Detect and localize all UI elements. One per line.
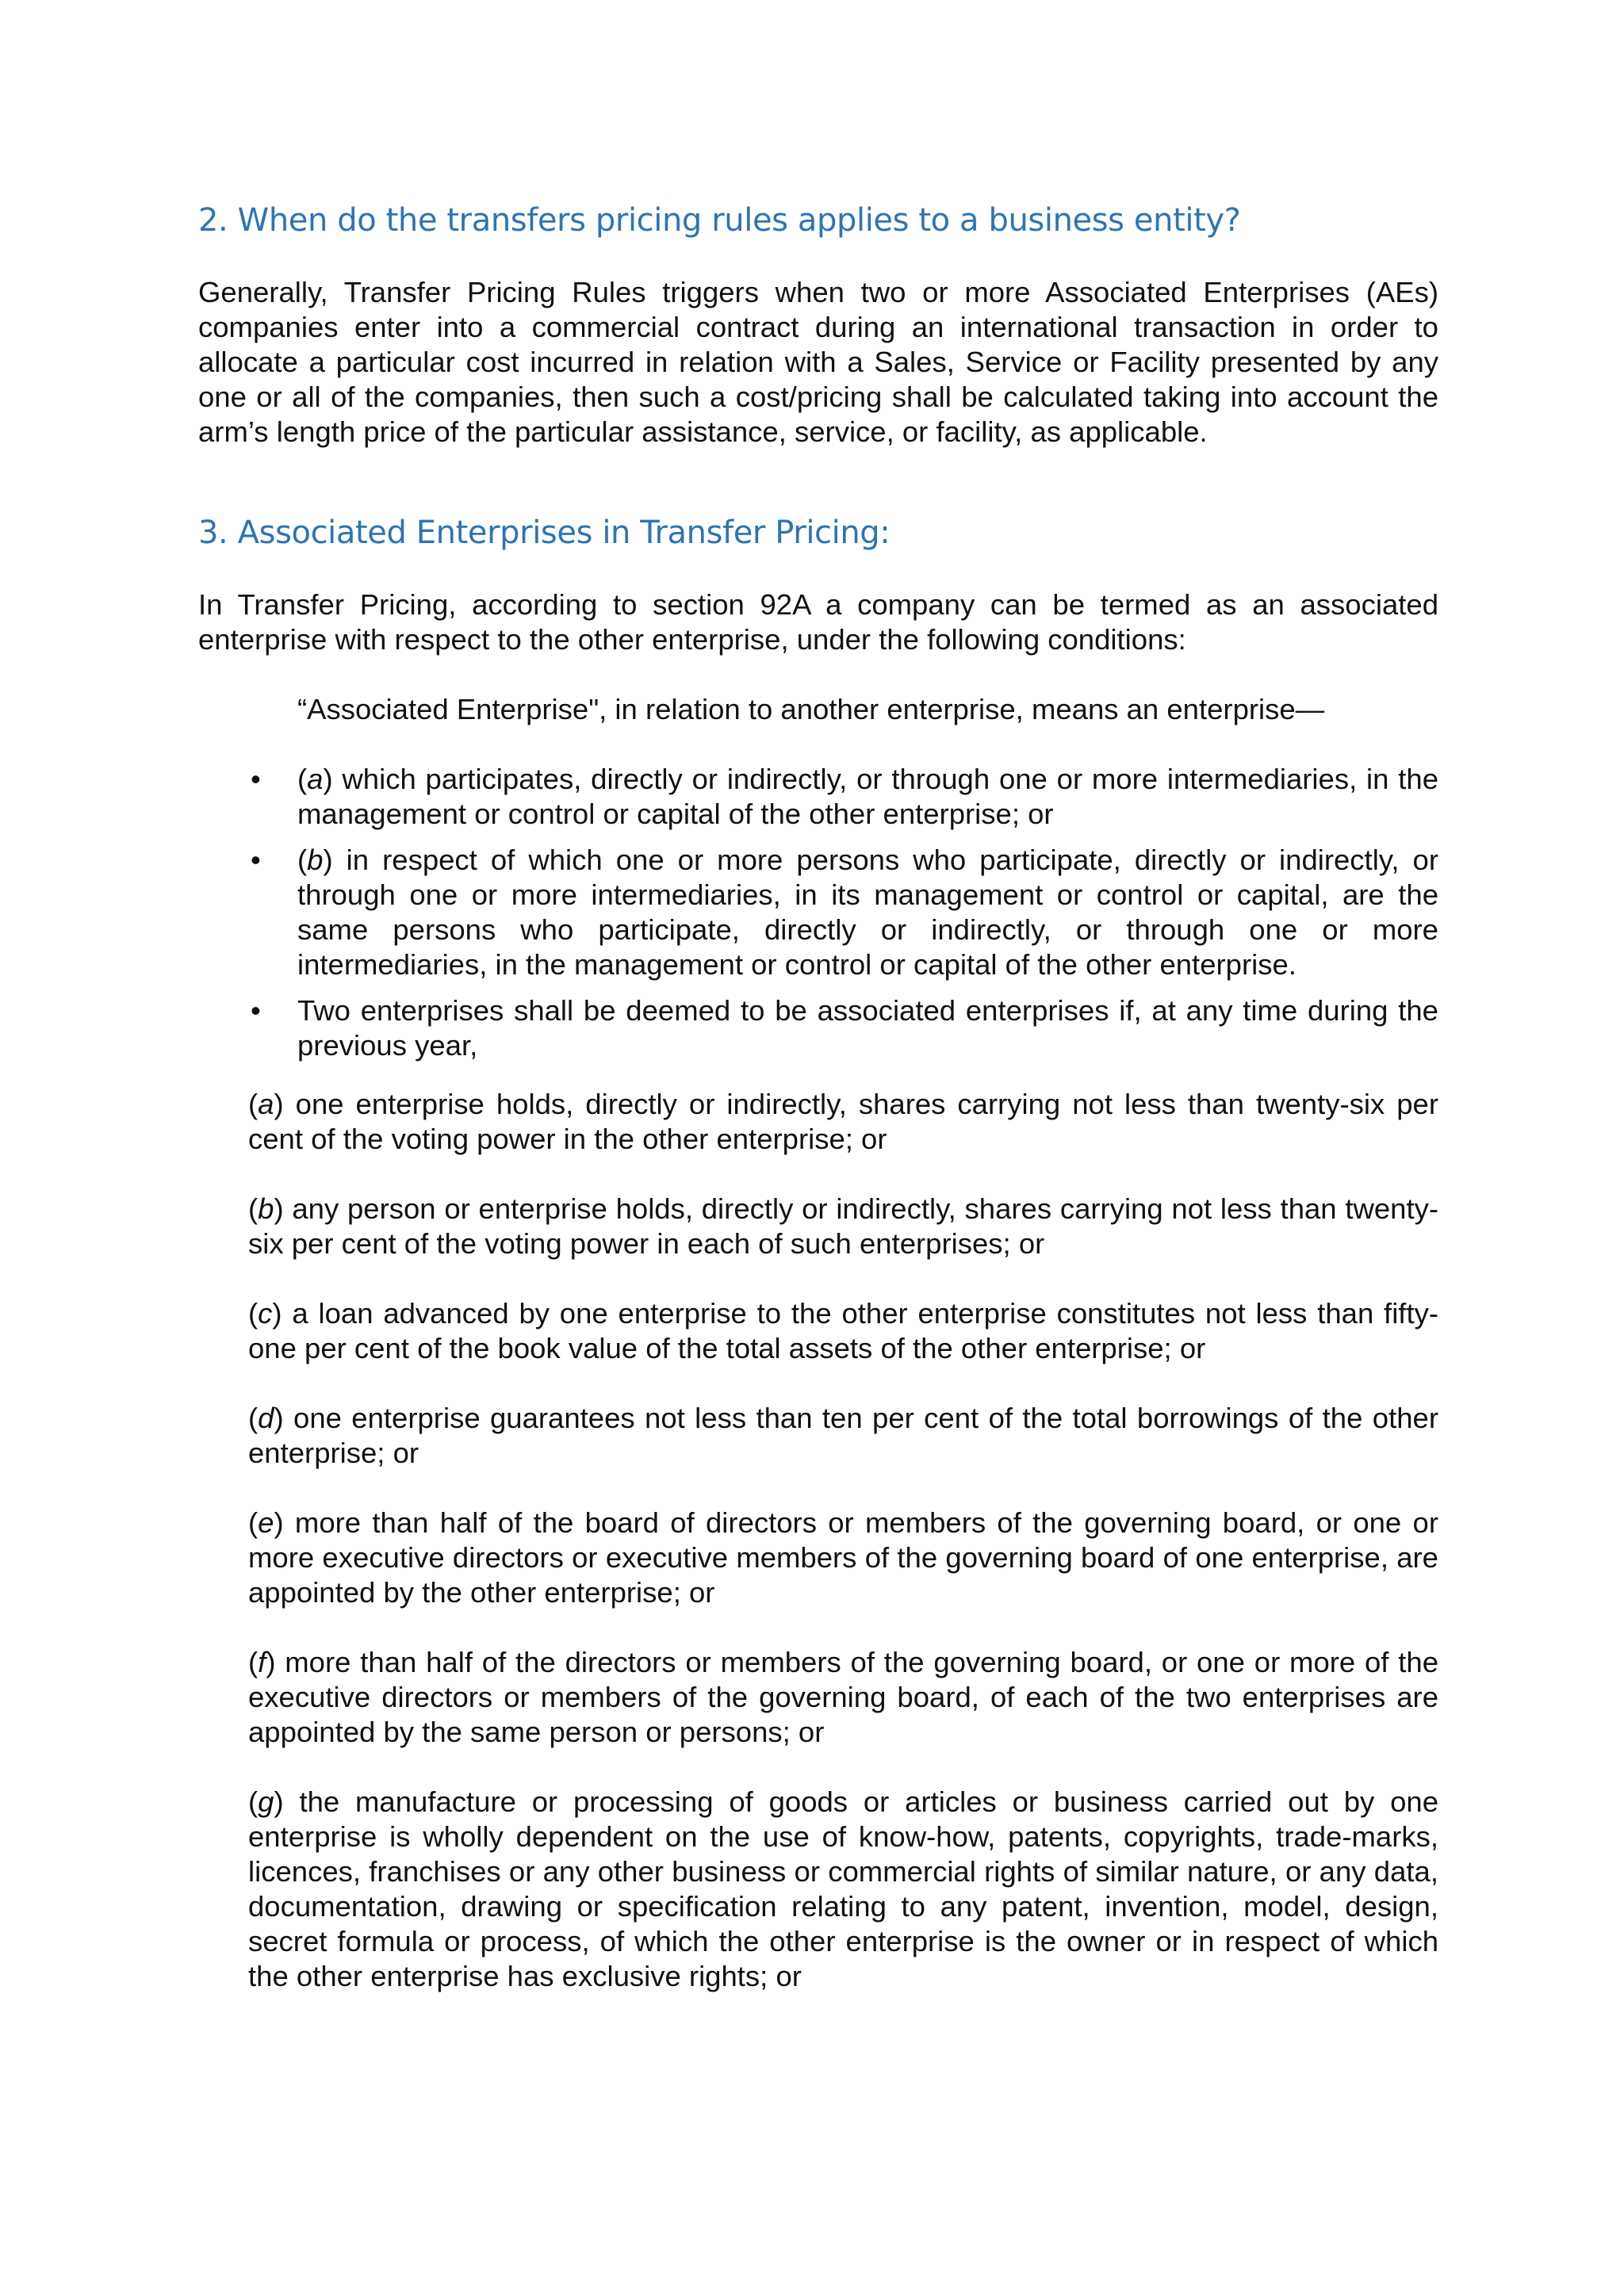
definition-quote: “Associated Enterprise", in relation to another enterprise, means an enterprise— xyxy=(297,693,1325,725)
condition-text: one enterprise guarantees not less than ten per cent of the total borrowings of the other enterprise; or xyxy=(248,1402,1438,1469)
condition-text: a loan advanced by one enterprise to the other enterprise constitutes not less than fifty-one per cent of the book value of the total assets of the other enterprise; or xyxy=(248,1297,1438,1364)
condition-item xyxy=(198,1192,1438,1261)
page-content xyxy=(198,198,1438,1994)
condition-text: more than half of the board of directors or members of the governing board, or one or more executive directors or executive members of the governing board of one enterprise, are appointed by the other enterprise; or xyxy=(248,1506,1438,1609)
condition-text: more than half of the directors or members of the governing board, or one or more of the executive directors or members of the governing board, of each of the two enterprises are appointed by the same person or persons; or xyxy=(248,1646,1438,1748)
condition-open-paren: ( xyxy=(248,1297,259,1330)
bullet-close-paren: ) xyxy=(323,844,333,876)
bullet-dot-icon: • xyxy=(251,994,261,1027)
condition-close-paren: ) xyxy=(272,1297,282,1330)
bullet-letter: b xyxy=(307,844,324,876)
bullet-close-paren: ) xyxy=(323,763,333,795)
bullet-text: Two enterprises shall be deemed to be associated enterprises if, at any time during the previous year, xyxy=(297,994,1438,1062)
condition-open-paren: ( xyxy=(248,1192,259,1225)
condition-close-paren: ) xyxy=(274,1402,284,1434)
section-2-heading: 2. When do the transfers pricing rules applies to a business entity? xyxy=(198,202,1241,239)
condition-text: the manufacture or processing of goods or articles or business carried out by one enterprise is wholly dependent on the use of know-how, patents, copyrights, trade-marks, licences, franchises or any other business or commercial rights of similar nature, or any data, documentation, drawing or specification relating to any patent, invention, model, design, secret formula or process, of which the other enterprise is the owner or in respect of which the other enterprise has exclusive rights; or xyxy=(248,1785,1438,1992)
bullet-item xyxy=(198,843,1438,982)
condition-close-paren: ) xyxy=(274,1088,284,1120)
condition-close-paren: ) xyxy=(266,1646,276,1678)
condition-item xyxy=(198,1506,1438,1610)
condition-open-paren: ( xyxy=(248,1402,259,1434)
section-3-heading: 3. Associated Enterprises in Transfer Pricing: xyxy=(198,515,891,551)
condition-letter: d xyxy=(258,1402,274,1434)
condition-open-paren: ( xyxy=(248,1646,259,1678)
condition-close-paren: ) xyxy=(274,1192,284,1225)
condition-letter: c xyxy=(258,1297,273,1330)
bullet-text: which participates, directly or indirectly, or through one or more intermediaries, in the management or control or capital of the other enterprise; or xyxy=(297,763,1438,830)
condition-item xyxy=(198,1087,1438,1157)
condition-item xyxy=(198,1401,1438,1471)
bullet-item xyxy=(198,993,1438,1063)
condition-open-paren: ( xyxy=(248,1785,259,1818)
bullet-dot-icon: • xyxy=(251,763,261,795)
condition-letter: e xyxy=(258,1506,274,1539)
section-3-paragraph: In Transfer Pricing, according to section 92A a company can be termed as an associated enterprise with respect to the other enterprise, under the following conditions: xyxy=(198,588,1438,656)
definition-bullet-list xyxy=(198,762,1438,1063)
bullet-dot-icon: • xyxy=(251,844,261,876)
condition-text: any person or enterprise holds, directly or indirectly, shares carrying not less than twenty-six per cent of the voting power in each of such enterprises; or xyxy=(248,1192,1438,1260)
condition-text: one enterprise holds, directly or indirectly, shares carrying not less than twenty-six per cent of the voting power in the other enterprise; or xyxy=(248,1088,1438,1155)
condition-close-paren: ) xyxy=(274,1506,284,1539)
condition-close-paren: ) xyxy=(274,1785,284,1818)
condition-letter: f xyxy=(258,1646,266,1678)
condition-letter: b xyxy=(258,1192,274,1225)
condition-item xyxy=(198,1785,1438,1994)
bullet-text: in respect of which one or more persons who participate, directly or indirectly, or through one or more intermediaries, in its management or control or capital, are the same persons who participate, directly or indirectly, or through one or more intermediaries, in the management or control or capital of the other enterprise. xyxy=(297,844,1438,981)
condition-item xyxy=(198,1296,1438,1366)
condition-open-paren: ( xyxy=(248,1088,259,1120)
bullet-open-paren: ( xyxy=(297,763,308,795)
condition-item xyxy=(198,1645,1438,1750)
bullet-letter: a xyxy=(307,763,324,795)
condition-open-paren: ( xyxy=(248,1506,259,1539)
bullet-open-paren: ( xyxy=(297,844,308,876)
section-2-paragraph: Generally, Transfer Pricing Rules triggers when two or more Associated Enterprises (AEs) companies enter into a commercial contract during an international transaction in order to allocate a particular cost incurred in relation with a Sales, Service or Facility presented by any one or all of the companies, then such a cost/pricing shall be calculated taking into account the arm’s length price of the particular assistance, service, or facility, as applicable. xyxy=(198,276,1438,448)
condition-letter: g xyxy=(258,1785,274,1818)
bullet-item xyxy=(198,762,1438,832)
condition-letter: a xyxy=(258,1088,274,1120)
